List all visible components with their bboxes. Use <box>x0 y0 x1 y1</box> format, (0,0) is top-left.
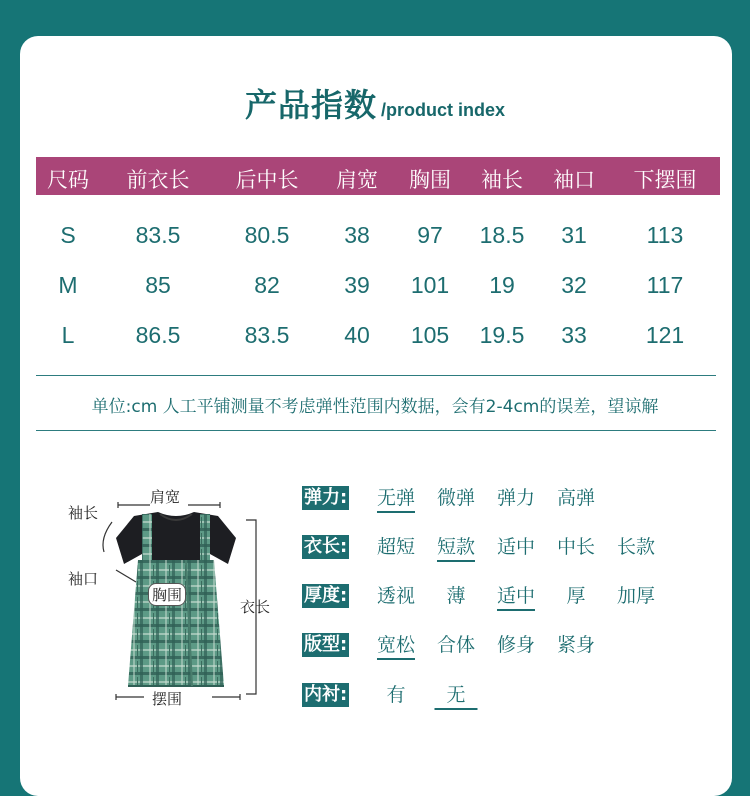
table-row <box>36 272 720 302</box>
attr-option-selected: 无弹 <box>377 486 415 513</box>
page-title <box>0 80 750 126</box>
header-front-length: 前衣长 <box>126 168 190 192</box>
table-cell: 19 <box>489 272 515 298</box>
header-chest: 胸围 <box>409 168 451 192</box>
table-cell: 40 <box>344 322 370 348</box>
attr-option: 长款 <box>616 536 656 558</box>
attr-label: 内衬: <box>304 684 348 705</box>
table-cell: 86.5 <box>135 322 181 348</box>
table-cell: 33 <box>561 322 587 348</box>
table-cell: S <box>60 222 76 248</box>
attr-option: 薄 <box>446 585 466 607</box>
header-size: 尺码 <box>47 168 89 192</box>
table-row <box>36 222 720 252</box>
table-cell: 85 <box>145 272 171 298</box>
label-chest: 胸围 <box>148 583 186 606</box>
attr-option-selected: 短款 <box>437 535 475 562</box>
attr-option: 中长 <box>556 536 596 558</box>
label-length: 衣长 <box>240 598 271 616</box>
table-cell: 32 <box>561 272 587 298</box>
attr-option: 适中 <box>496 536 536 558</box>
attr-option-selected: 适中 <box>497 584 535 611</box>
attr-option-selected: 无 <box>434 683 477 710</box>
table-cell: M <box>58 272 78 298</box>
attr-option: 透视 <box>376 585 416 607</box>
header-back-length: 后中长 <box>235 168 299 192</box>
table-cell: 83.5 <box>135 222 181 248</box>
table-cell: 105 <box>410 322 450 348</box>
table-cell: L <box>61 322 75 348</box>
attr-label: 厚度: <box>304 585 348 606</box>
title-chinese: 产品指数 <box>244 86 377 124</box>
attr-option: 高弹 <box>556 487 596 509</box>
attr-label: 弹力: <box>304 487 348 508</box>
label-cuff: 袖口 <box>68 570 99 588</box>
label-shoulder: 肩宽 <box>150 488 181 506</box>
attr-option: 加厚 <box>616 585 656 607</box>
header-sleeve-length: 袖长 <box>481 168 523 192</box>
table-cell: 97 <box>417 222 443 248</box>
measurement-note: 单位:cm 人工平铺测量不考虑弹性范围内数据，会有2-4cm的误差，望谅解 <box>91 397 659 417</box>
attr-option: 超短 <box>376 536 416 558</box>
header-cuff: 袖口 <box>553 168 595 192</box>
dress-diagram <box>60 480 290 710</box>
attr-option: 修身 <box>496 634 536 656</box>
attr-option: 有 <box>386 684 406 706</box>
attr-option-selected: 宽松 <box>377 633 415 660</box>
label-hem: 摆围 <box>152 690 183 708</box>
title-english: /product index <box>381 100 506 120</box>
table-cell: 19.5 <box>479 322 525 348</box>
attr-option: 合体 <box>436 634 476 656</box>
table-cell: 80.5 <box>244 222 290 248</box>
divider <box>36 430 716 431</box>
table-cell: 38 <box>344 222 370 248</box>
table-cell: 121 <box>645 322 685 348</box>
divider <box>36 375 716 376</box>
table-cell: 117 <box>646 272 684 298</box>
table-cell: 82 <box>254 272 280 298</box>
size-table-header <box>36 157 720 195</box>
attr-option: 紧身 <box>556 634 596 656</box>
label-sleeve-length: 袖长 <box>68 504 99 522</box>
table-cell: 18.5 <box>479 222 525 248</box>
attr-option: 弹力 <box>496 487 536 509</box>
attr-label: 衣长: <box>304 536 348 557</box>
table-cell: 113 <box>646 222 684 248</box>
table-row <box>36 322 720 352</box>
table-cell: 101 <box>410 272 450 298</box>
table-cell: 83.5 <box>244 322 290 348</box>
header-hem: 下摆围 <box>633 168 697 192</box>
table-cell: 39 <box>344 272 370 298</box>
attr-option: 厚 <box>566 585 586 607</box>
header-shoulder: 肩宽 <box>336 168 378 192</box>
table-cell: 31 <box>561 222 587 248</box>
attr-label: 版型: <box>304 634 348 655</box>
attr-option: 微弹 <box>436 487 476 509</box>
